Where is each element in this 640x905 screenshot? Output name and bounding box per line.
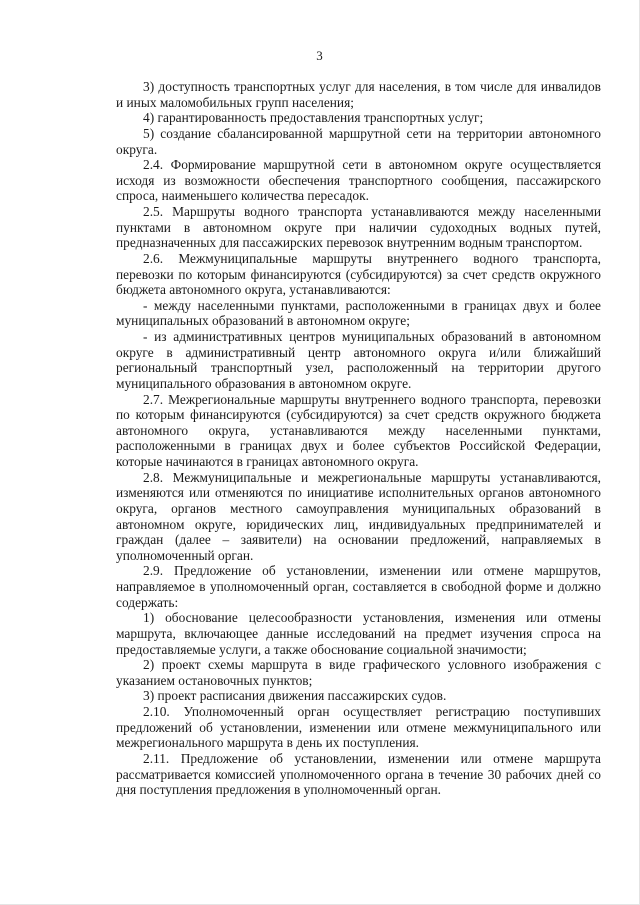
paragraph: 4) гарантированность предоставления транспортных услуг; [143, 110, 484, 126]
document-body [116, 79, 601, 798]
paragraph: 2.11. Предложение об установлении, изменении или отмене маршрута рассматривается комиссией уполномоченного органа в течение 30 рабочих дней со дня поступления предложения в уполномоченный орган. [116, 750, 601, 798]
paragraph: 3) проект расписания движения пассажирских судов. [143, 688, 447, 704]
paragraph: - между населенными пунктами, расположенными в границах двух и более муниципальных образований в автономном округе; [116, 297, 601, 329]
paragraph: - из административных центров муниципальных образований в автономном округе в административный центр автономного округа и/или ближайший региональный транспортный узел, расположенный на территории другого муниципального образования в автономном округе. [116, 329, 601, 391]
paragraph: 3) доступность транспортных услуг для населения, в том числе для инвалидов и иных маломобильных групп населения; [116, 79, 601, 110]
paragraph: 1) обоснование целесообразности установления, изменения или отмены маршрута, включающее данные исследований на предмет изучения спроса на предоставляемые услуги, а также обоснование социальной значимости; [116, 610, 601, 657]
paragraph: 2) проект схемы маршрута в виде графического условного изображения с указанием остановочных пунктов; [116, 657, 601, 688]
paragraph: 2.9. Предложение об установлении, изменении или отмене маршрутов, направляемое в уполномоченный орган, составляется в свободной форме и должно содержать: [116, 563, 601, 610]
paragraph: 2.5. Маршруты водного транспорта устанавливаются между населенными пунктами в автономном округе при наличии судоходных водных путей, предназначенных для пассажирских перевозок внутренним водным транспортом. [116, 204, 601, 251]
paragraph: 2.7. Межрегиональные маршруты внутреннего водного транспорта, перевозки по которым финансируются (субсидируются) за счет средств окружного бюджета автономного округа, устанавливаются между населенными пунктами, расположенными в границах двух и более субъектов Российской Федерации, которые начинаются в границах автономного округа. [116, 391, 601, 469]
paragraph: 2.10. Уполномоченный орган осуществляет регистрацию поступивших предложений об установлении, изменении или отмене межмуниципального или межрегионального маршрута в день их поступления. [116, 704, 601, 751]
page-number: 3 [316, 48, 323, 63]
paragraph: 5) создание сбалансированной маршрутной сети на территории автономного округа. [116, 125, 601, 157]
paragraph: 2.6. Межмуниципальные маршруты внутреннего водного транспорта, перевозки по которым финансируются (субсидируются) за счет средств окружного бюджета автономного округа, устанавливаются: [116, 250, 601, 298]
paragraph: 2.4. Формирование маршрутной сети в автономном округе осуществляется исходя из возможности обеспечения транспортного сообщения, пассажирского спроса, наименьшего количества пересадок. [116, 157, 601, 204]
paragraph: 2.8. Межмуниципальные и межрегиональные маршруты устанавливаются, изменяются или отменяются по инициативе исполнительных органов автономного округа, органов местного самоуправления муниципальных образований в автономном округе, юридических лиц, индивидуальных предпринимателей и граждан (далее – заявители) на основании предложений, направляемых в уполномоченный орган. [116, 469, 601, 563]
